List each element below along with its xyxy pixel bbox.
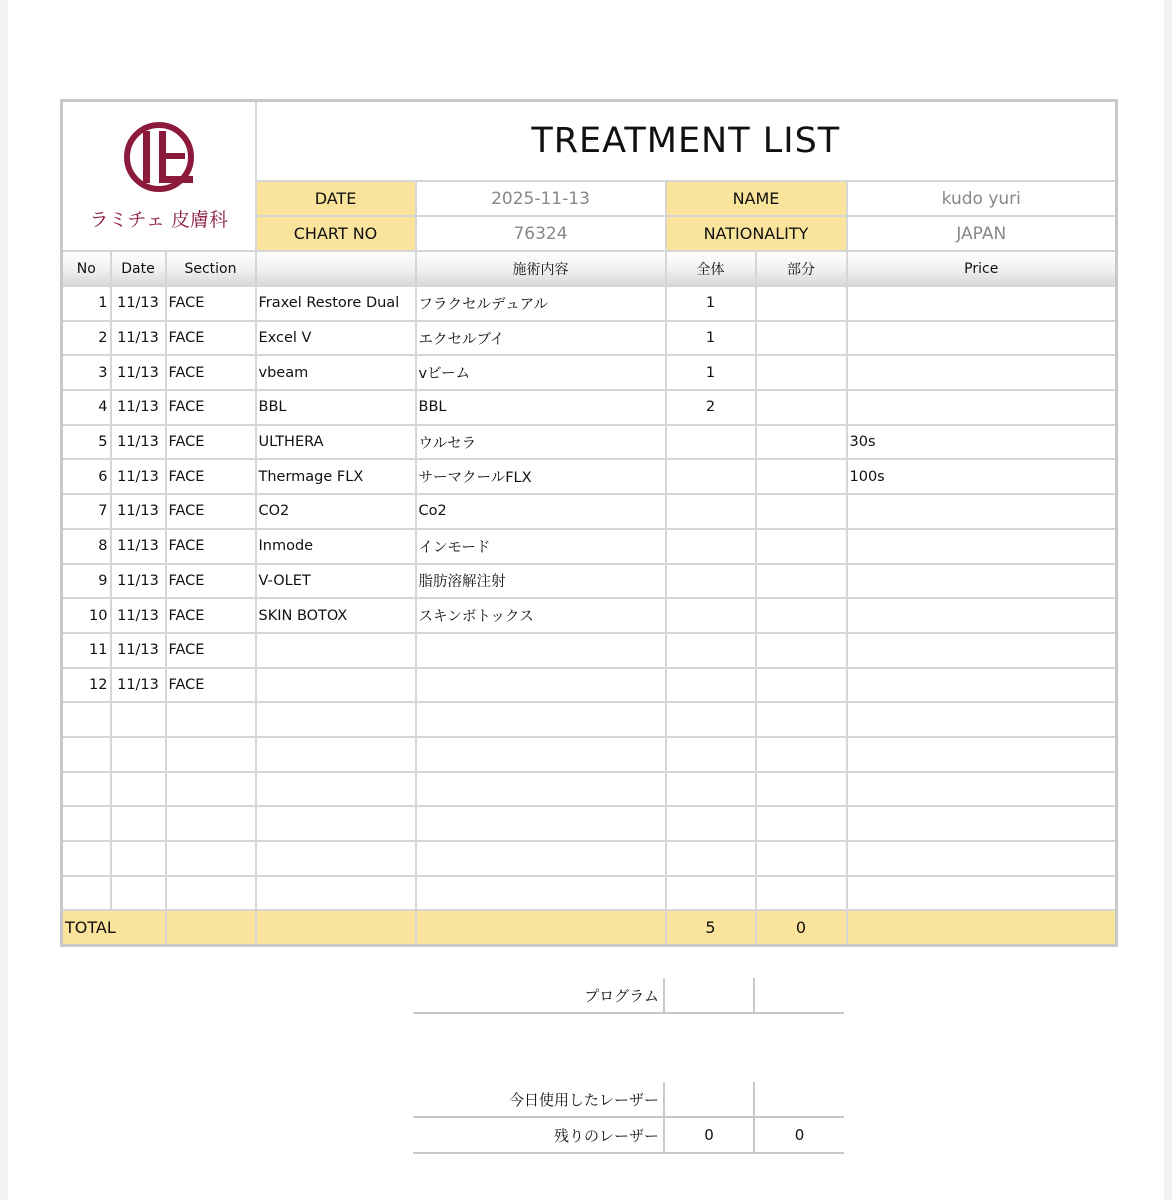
summary-row [413,978,844,1013]
row-treatment-jp: スキンボトックス [416,598,666,633]
row-treatment-en [256,876,416,911]
summary-label: プログラム [413,978,664,1013]
row-section: FACE [166,598,256,633]
row-price [847,598,1117,633]
row-price [847,286,1117,321]
table-row [62,494,1117,529]
row-treatment-en: Inmode [256,529,416,564]
row-part [756,876,847,911]
row-part [756,772,847,807]
row-treatment-jp [416,668,666,703]
chart-no-label: CHART NO [256,216,416,251]
row-date: 11/13 [111,633,166,668]
row-section [166,876,256,911]
table-row [62,390,1117,425]
row-section: FACE [166,633,256,668]
row-price [847,494,1117,529]
table-row [62,355,1117,390]
row-treatment-jp: ウルセラ [416,425,666,460]
row-treatment-en: ULTHERA [256,425,416,460]
row-date: 11/13 [111,425,166,460]
row-date: 11/13 [111,529,166,564]
row-section: FACE [166,355,256,390]
row-no: 9 [62,564,111,599]
row-treatment-jp [416,737,666,772]
col-treatment-en [256,251,416,286]
row-date [111,702,166,737]
summary-label: 残りのレーザー [413,1117,664,1153]
row-all: 1 [666,355,756,390]
table-row [62,286,1117,321]
table-row [62,876,1117,911]
row-no: 4 [62,390,111,425]
row-date: 11/13 [111,355,166,390]
row-price [847,529,1117,564]
row-date [111,841,166,876]
col-date: Date [111,251,166,286]
summary-value-all [664,978,754,1013]
nationality-label: NATIONALITY [666,216,847,251]
row-price: 100s [847,459,1117,494]
row-treatment-jp: エクセルブイ [416,321,666,356]
row-price [847,876,1117,911]
row-no [62,841,111,876]
laser-summary-table [413,978,844,1154]
row-no: 11 [62,633,111,668]
row-treatment-en: vbeam [256,355,416,390]
summary-label [413,1048,664,1082]
row-section [166,806,256,841]
row-treatment-en: CO2 [256,494,416,529]
table-row [62,633,1117,668]
row-treatment-jp: フラクセルデュアル [416,286,666,321]
row-date [111,876,166,911]
row-price [847,355,1117,390]
row-part [756,702,847,737]
row-price [847,806,1117,841]
row-section: FACE [166,390,256,425]
row-part [756,494,847,529]
row-part [756,841,847,876]
col-no: No [62,251,111,286]
row-part [756,529,847,564]
total-blank [256,910,416,946]
row-price [847,702,1117,737]
summary-value-all [664,1013,754,1048]
row-treatment-jp: vビーム [416,355,666,390]
table-row [62,459,1117,494]
row-price [847,390,1117,425]
clinic-logo-icon [99,121,219,203]
row-all [666,702,756,737]
table-row [62,598,1117,633]
row-price [847,321,1117,356]
summary-value-part: 0 [754,1117,844,1153]
row-treatment-en [256,841,416,876]
row-treatment-en: Thermage FLX [256,459,416,494]
row-all [666,876,756,911]
table-row [62,564,1117,599]
row-treatment-en [256,772,416,807]
summary-value-all [664,1048,754,1082]
summary-value-part [754,978,844,1013]
row-no [62,737,111,772]
total-all: 5 [666,910,756,946]
row-section [166,841,256,876]
col-all: 全体 [666,251,756,286]
table-row [62,668,1117,703]
row-section: FACE [166,459,256,494]
row-part [756,459,847,494]
name-label: NAME [666,181,847,216]
row-all [666,564,756,599]
row-date: 11/13 [111,494,166,529]
row-date: 11/13 [111,564,166,599]
row-no: 5 [62,425,111,460]
row-date [111,772,166,807]
row-all [666,737,756,772]
total-blank [166,910,256,946]
row-section: FACE [166,529,256,564]
row-no: 10 [62,598,111,633]
row-price: 30s [847,425,1117,460]
row-section [166,702,256,737]
row-price [847,668,1117,703]
row-all: 2 [666,390,756,425]
row-section: FACE [166,564,256,599]
row-no: 2 [62,321,111,356]
row-section: FACE [166,668,256,703]
row-price [847,633,1117,668]
row-part [756,390,847,425]
table-row [62,841,1117,876]
row-date: 11/13 [111,598,166,633]
row-treatment-jp: インモード [416,529,666,564]
row-treatment-en: Excel V [256,321,416,356]
row-part [756,737,847,772]
row-treatment-jp: BBL [416,390,666,425]
row-treatment-en [256,668,416,703]
row-treatment-jp: サーマクールFLX [416,459,666,494]
row-section: FACE [166,425,256,460]
row-part [756,321,847,356]
row-all: 1 [666,321,756,356]
chart-no-value: 76324 [416,216,666,251]
table-row [62,321,1117,356]
row-all [666,529,756,564]
table-row [62,425,1117,460]
row-all: 1 [666,286,756,321]
row-no [62,702,111,737]
summary-value-part [754,1082,844,1117]
row-date: 11/13 [111,668,166,703]
row-section [166,772,256,807]
summary-label: 今日使用したレーザー [413,1082,664,1117]
row-price [847,841,1117,876]
row-treatment-jp [416,772,666,807]
row-no [62,806,111,841]
document-page [8,0,1164,1200]
row-no [62,772,111,807]
row-price [847,564,1117,599]
col-price: Price [847,251,1117,286]
row-treatment-jp [416,806,666,841]
row-treatment-jp: Co2 [416,494,666,529]
row-treatment-en [256,806,416,841]
name-value: kudo yuri [847,181,1117,216]
row-all [666,633,756,668]
row-treatment-en: V-OLET [256,564,416,599]
row-no [62,876,111,911]
row-all [666,668,756,703]
row-section: FACE [166,286,256,321]
row-date: 11/13 [111,390,166,425]
summary-row [413,1013,844,1048]
row-section [166,737,256,772]
summary-value-all: 0 [664,1117,754,1153]
row-treatment-jp [416,702,666,737]
nationality-value: JAPAN [847,216,1117,251]
summary-value-all [664,1082,754,1117]
column-header-row [62,251,1117,286]
row-date [111,806,166,841]
row-part [756,286,847,321]
row-part [756,668,847,703]
row-section: FACE [166,494,256,529]
row-date [111,737,166,772]
total-row [62,910,1117,946]
row-all [666,598,756,633]
summary-value-part [754,1013,844,1048]
row-part [756,633,847,668]
page-title: TREATMENT LIST [256,101,1117,182]
table-row [62,737,1117,772]
col-section: Section [166,251,256,286]
total-label: TOTAL [62,910,166,946]
summary-row [413,1082,844,1117]
row-treatment-jp [416,876,666,911]
date-label: DATE [256,181,416,216]
summary-row [413,1117,844,1153]
row-part [756,355,847,390]
date-value: 2025-11-13 [416,181,666,216]
clinic-name: ラミチェ 皮膚科 [89,208,228,231]
row-treatment-jp [416,633,666,668]
row-section: FACE [166,321,256,356]
row-price [847,772,1117,807]
summary-value-part [754,1048,844,1082]
table-row [62,806,1117,841]
row-treatment-jp [416,841,666,876]
row-treatment-en [256,737,416,772]
row-price [847,737,1117,772]
total-blank [416,910,666,946]
row-date: 11/13 [111,459,166,494]
row-part [756,425,847,460]
col-treatment-jp: 施術内容 [416,251,666,286]
row-all [666,772,756,807]
row-no: 1 [62,286,111,321]
row-all [666,841,756,876]
row-part [756,598,847,633]
summary-row [413,1048,844,1082]
row-all [666,494,756,529]
summary-label [413,1013,664,1048]
row-treatment-en [256,633,416,668]
row-treatment-jp: 脂肪溶解注射 [416,564,666,599]
col-part: 部分 [756,251,847,286]
row-date: 11/13 [111,321,166,356]
row-no: 3 [62,355,111,390]
clinic-logo-cell [62,101,256,252]
treatment-list-sheet [60,99,1118,947]
row-treatment-en: Fraxel Restore Dual [256,286,416,321]
total-blank [847,910,1117,946]
row-all [666,425,756,460]
table-row [62,529,1117,564]
row-part [756,564,847,599]
row-all [666,459,756,494]
row-no: 6 [62,459,111,494]
row-no: 8 [62,529,111,564]
row-treatment-en: SKIN BOTOX [256,598,416,633]
total-part: 0 [756,910,847,946]
row-treatment-en: BBL [256,390,416,425]
table-row [62,702,1117,737]
row-date: 11/13 [111,286,166,321]
row-treatment-en [256,702,416,737]
table-row [62,772,1117,807]
row-all [666,806,756,841]
row-part [756,806,847,841]
row-no: 12 [62,668,111,703]
row-no: 7 [62,494,111,529]
